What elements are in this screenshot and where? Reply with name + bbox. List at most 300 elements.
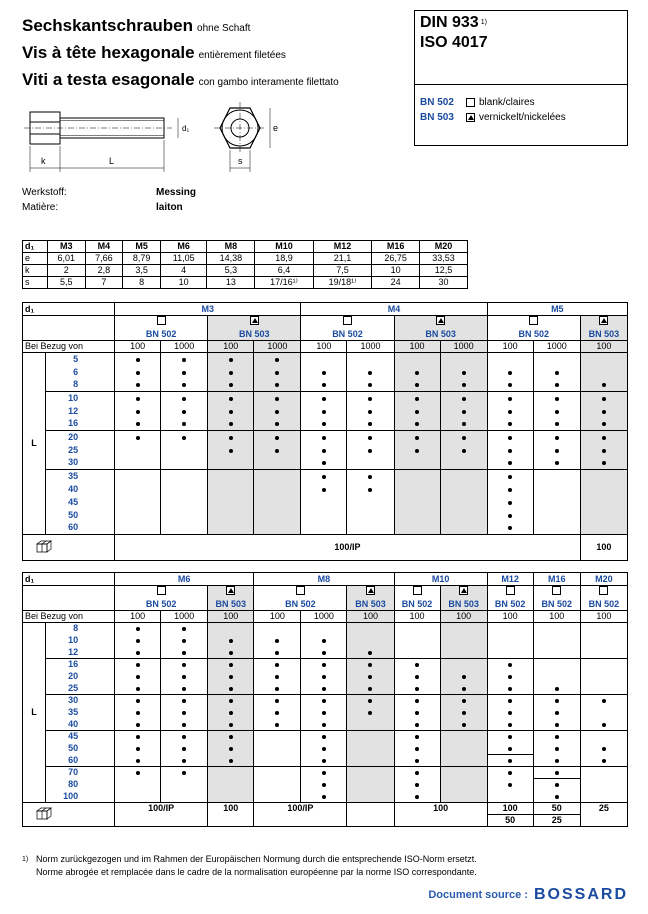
available-dot bbox=[555, 795, 559, 799]
empty-box-icon bbox=[529, 316, 538, 325]
available-dot bbox=[322, 410, 326, 414]
order-quantity: 100 bbox=[254, 611, 301, 623]
available-dot bbox=[322, 475, 326, 479]
available-dot bbox=[508, 383, 512, 387]
packaging-m6-bn503: 100 bbox=[208, 803, 254, 827]
dim-cell: 14,38 bbox=[207, 253, 255, 265]
length-value: 40 bbox=[46, 719, 115, 731]
bn-code: BN 502 bbox=[580, 599, 627, 611]
available-dot bbox=[275, 410, 279, 414]
available-dot bbox=[508, 514, 512, 518]
available-dot bbox=[229, 383, 233, 387]
available-dot bbox=[229, 735, 233, 739]
available-dot bbox=[136, 771, 140, 775]
available-dot bbox=[415, 422, 419, 426]
L-axis-label: L bbox=[23, 353, 46, 535]
available-dot bbox=[136, 422, 140, 426]
available-dot bbox=[508, 526, 512, 530]
material-label-fr: Matière: bbox=[22, 202, 59, 213]
available-dot bbox=[368, 422, 372, 426]
length-value: 80 bbox=[46, 779, 115, 791]
order-quantity: 100 bbox=[115, 611, 161, 623]
L-axis-label: L bbox=[23, 623, 46, 803]
available-dot bbox=[415, 723, 419, 727]
packaging-m10: 100 bbox=[394, 803, 487, 827]
dim-cell: 6,01 bbox=[47, 253, 85, 265]
available-dot bbox=[602, 422, 606, 426]
available-dot bbox=[322, 675, 326, 679]
dim-cell: 30 bbox=[420, 277, 468, 289]
standard-box bbox=[414, 10, 628, 146]
packaging-m5-bn503: 100 bbox=[580, 535, 627, 561]
available-dot bbox=[136, 651, 140, 655]
available-dot bbox=[368, 410, 372, 414]
material-label-de: Werkstoff: bbox=[22, 187, 67, 198]
dim-cell: 10 bbox=[372, 265, 420, 277]
available-dot bbox=[368, 449, 372, 453]
available-dot bbox=[182, 663, 186, 667]
available-dot bbox=[508, 422, 512, 426]
din-standard: DIN 933 $^{1)}$ bbox=[420, 14, 487, 31]
order-quantity: 1000 bbox=[161, 341, 208, 353]
material-value-fr: laiton bbox=[156, 202, 183, 213]
available-dot bbox=[136, 723, 140, 727]
dim-cell: 33,53 bbox=[420, 253, 468, 265]
available-dot bbox=[182, 687, 186, 691]
available-dot bbox=[415, 397, 419, 401]
available-dot bbox=[508, 771, 512, 775]
available-dot bbox=[229, 436, 233, 440]
order-quantity: 1000 bbox=[161, 611, 208, 623]
available-dot bbox=[415, 699, 419, 703]
dim-cell: 2,8 bbox=[85, 265, 123, 277]
available-dot bbox=[555, 759, 559, 763]
triangle-box-icon bbox=[226, 586, 235, 595]
available-dot bbox=[462, 699, 466, 703]
dim-header-size: M16 bbox=[372, 241, 420, 253]
order-quantity: 100 bbox=[487, 341, 533, 353]
available-dot bbox=[462, 422, 466, 426]
available-dot bbox=[136, 759, 140, 763]
dim-header-size: M3 bbox=[47, 241, 85, 253]
available-dot bbox=[229, 663, 233, 667]
available-dot bbox=[462, 723, 466, 727]
available-dot bbox=[555, 735, 559, 739]
dimensions-table bbox=[22, 240, 468, 289]
title-block bbox=[22, 14, 339, 95]
available-dot bbox=[229, 699, 233, 703]
variant-bn503: BN 503 vernickelt/nickelées bbox=[420, 112, 566, 123]
available-dot bbox=[415, 795, 419, 799]
available-dot bbox=[368, 475, 372, 479]
available-dot bbox=[602, 449, 606, 453]
available-dot bbox=[555, 783, 559, 787]
variant-bn502: BN 502 blank/claires bbox=[420, 97, 535, 108]
bn-code: BN 503 bbox=[394, 329, 487, 341]
available-dot bbox=[508, 501, 512, 505]
length-value: 60 bbox=[46, 755, 115, 767]
available-dot bbox=[602, 436, 606, 440]
length-value: 25 bbox=[46, 444, 115, 457]
packaging-m12: 100 bbox=[487, 803, 533, 815]
bn-code: BN 502 bbox=[487, 329, 580, 341]
dim-header-d1: d₁ bbox=[23, 241, 48, 253]
dim-cell: 19/18¹⁾ bbox=[313, 277, 371, 289]
available-dot bbox=[275, 436, 279, 440]
available-dot bbox=[182, 397, 186, 401]
available-dot bbox=[602, 747, 606, 751]
triangle-box-icon bbox=[466, 113, 475, 122]
document-source: Document source : BOSSARD bbox=[428, 886, 628, 903]
available-dot bbox=[229, 397, 233, 401]
available-dot bbox=[229, 449, 233, 453]
available-dot bbox=[275, 383, 279, 387]
available-dot bbox=[602, 397, 606, 401]
bn-code: BN 502 bbox=[533, 599, 580, 611]
size-header: M5 bbox=[487, 303, 627, 316]
length-value: 20 bbox=[46, 671, 115, 683]
available-dot bbox=[415, 783, 419, 787]
available-dot bbox=[602, 723, 606, 727]
bn-code: BN 503 bbox=[440, 599, 487, 611]
s-label: s bbox=[238, 156, 243, 166]
available-dot bbox=[508, 475, 512, 479]
length-value: 35 bbox=[46, 707, 115, 719]
available-dot bbox=[508, 449, 512, 453]
dim-header-size: M5 bbox=[123, 241, 161, 253]
available-dot bbox=[508, 461, 512, 465]
available-dot bbox=[415, 711, 419, 715]
dim-cell: 7,66 bbox=[85, 253, 123, 265]
dim-header-size: M20 bbox=[420, 241, 468, 253]
length-value: 16 bbox=[46, 659, 115, 671]
availability-table-m6-m20 bbox=[22, 572, 628, 827]
available-dot bbox=[368, 436, 372, 440]
available-dot bbox=[322, 651, 326, 655]
available-dot bbox=[136, 410, 140, 414]
available-dot bbox=[322, 397, 326, 401]
available-dot bbox=[368, 699, 372, 703]
available-dot bbox=[555, 747, 559, 751]
length-value: 10 bbox=[46, 392, 115, 405]
available-dot bbox=[368, 383, 372, 387]
dim-cell: 11,05 bbox=[160, 253, 207, 265]
available-dot bbox=[229, 687, 233, 691]
length-value: 10 bbox=[46, 635, 115, 647]
size-header: M8 bbox=[254, 573, 394, 586]
length-value: 5 bbox=[46, 353, 115, 366]
available-dot bbox=[182, 771, 186, 775]
order-quantity: 100 bbox=[301, 341, 347, 353]
empty-box-icon bbox=[343, 316, 352, 325]
dim-header-size: M8 bbox=[207, 241, 255, 253]
available-dot bbox=[275, 422, 279, 426]
order-quantity: 1000 bbox=[440, 341, 487, 353]
dim-cell: 7,5 bbox=[313, 265, 371, 277]
available-dot bbox=[275, 449, 279, 453]
available-dot bbox=[508, 783, 512, 787]
dim-cell: 8,79 bbox=[123, 253, 161, 265]
triangle-box-icon bbox=[436, 316, 445, 325]
available-dot bbox=[555, 687, 559, 691]
available-dot bbox=[182, 383, 186, 387]
empty-box-icon bbox=[157, 586, 166, 595]
size-header: M20 bbox=[580, 573, 627, 586]
availability-table-m3-m5 bbox=[22, 302, 628, 561]
available-dot bbox=[368, 711, 372, 715]
available-dot bbox=[415, 436, 419, 440]
title-it: Viti a testa esagonale con gambo interamente filettato bbox=[22, 70, 339, 89]
available-dot bbox=[229, 639, 233, 643]
available-dot bbox=[602, 410, 606, 414]
available-dot bbox=[508, 747, 512, 751]
length-value: 30 bbox=[46, 695, 115, 707]
bn-code: BN 502 bbox=[115, 599, 208, 611]
available-dot bbox=[322, 735, 326, 739]
bn-code: BN 502 bbox=[394, 599, 440, 611]
order-quantity: 1000 bbox=[347, 341, 394, 353]
available-dot bbox=[275, 371, 279, 375]
available-dot bbox=[182, 639, 186, 643]
packaging-m20: 25 bbox=[580, 803, 627, 827]
available-dot bbox=[462, 449, 466, 453]
dim-cell: 2 bbox=[47, 265, 85, 277]
dim-cell: 12,5 bbox=[420, 265, 468, 277]
available-dot bbox=[322, 759, 326, 763]
available-dot bbox=[368, 397, 372, 401]
available-dot bbox=[229, 358, 233, 362]
triangle-box-icon bbox=[366, 586, 375, 595]
length-value: 12 bbox=[46, 647, 115, 659]
available-dot bbox=[415, 687, 419, 691]
available-dot bbox=[555, 436, 559, 440]
available-dot bbox=[322, 711, 326, 715]
empty-box-icon bbox=[552, 586, 561, 595]
available-dot bbox=[415, 410, 419, 414]
available-dot bbox=[322, 687, 326, 691]
available-dot bbox=[275, 675, 279, 679]
available-dot bbox=[508, 488, 512, 492]
empty-box-icon bbox=[296, 586, 305, 595]
dim-header-size: M12 bbox=[313, 241, 371, 253]
available-dot bbox=[182, 759, 186, 763]
order-quantity: 1000 bbox=[301, 611, 347, 623]
available-dot bbox=[136, 436, 140, 440]
bei-bezug-von-label: Bei Bezug von bbox=[23, 611, 115, 623]
available-dot bbox=[136, 711, 140, 715]
available-dot bbox=[182, 723, 186, 727]
available-dot bbox=[462, 397, 466, 401]
empty-box-icon bbox=[506, 586, 515, 595]
available-dot bbox=[415, 675, 419, 679]
e-label: e bbox=[273, 123, 279, 133]
available-dot bbox=[462, 383, 466, 387]
size-header: M3 bbox=[115, 303, 301, 316]
available-dot bbox=[182, 627, 186, 631]
dim-cell: 4 bbox=[160, 265, 207, 277]
available-dot bbox=[322, 699, 326, 703]
available-dot bbox=[508, 711, 512, 715]
available-dot bbox=[555, 449, 559, 453]
dim-header-size: M6 bbox=[160, 241, 207, 253]
material-value-de: Messing bbox=[156, 187, 197, 198]
available-dot bbox=[136, 397, 140, 401]
bn-code: BN 503 bbox=[208, 599, 254, 611]
dim-cell: 21,1 bbox=[313, 253, 371, 265]
available-dot bbox=[415, 663, 419, 667]
empty-box-icon bbox=[157, 316, 166, 325]
bn-code: BN 502 bbox=[115, 329, 208, 341]
available-dot bbox=[555, 711, 559, 715]
available-dot bbox=[368, 371, 372, 375]
dim-header-size: M4 bbox=[85, 241, 123, 253]
bn-code: BN 503 bbox=[347, 599, 394, 611]
dim-cell: 24 bbox=[372, 277, 420, 289]
order-quantity: 1000 bbox=[254, 341, 301, 353]
order-quantity: 100 bbox=[440, 611, 487, 623]
available-dot bbox=[322, 783, 326, 787]
order-quantity: 100 bbox=[347, 611, 394, 623]
available-dot bbox=[229, 410, 233, 414]
available-dot bbox=[322, 771, 326, 775]
packaging-m8: 100/IP bbox=[254, 803, 347, 827]
available-dot bbox=[322, 436, 326, 440]
available-dot bbox=[415, 449, 419, 453]
available-dot bbox=[508, 410, 512, 414]
available-dot bbox=[508, 397, 512, 401]
dim-cell: 8 bbox=[123, 277, 161, 289]
available-dot bbox=[322, 639, 326, 643]
bn-code: BN 502 bbox=[301, 329, 394, 341]
available-dot bbox=[182, 747, 186, 751]
available-dot bbox=[555, 383, 559, 387]
available-dot bbox=[136, 663, 140, 667]
package-icon bbox=[35, 806, 57, 820]
dim-row-label: s bbox=[23, 277, 48, 289]
dim-cell: 13 bbox=[207, 277, 255, 289]
available-dot bbox=[322, 663, 326, 667]
length-value: 8 bbox=[46, 379, 115, 392]
available-dot bbox=[555, 723, 559, 727]
title-fr: Vis à tête hexagonale entièrement filetées bbox=[22, 43, 286, 62]
footnote-de: Norm zurückgezogen und im Rahmen der Europäischen Normung durch die entsprechende ISO-Norm ersetzt. bbox=[36, 854, 477, 864]
k-label: k bbox=[41, 156, 46, 166]
screw-drawing bbox=[14, 98, 304, 178]
available-dot bbox=[322, 449, 326, 453]
length-value: 100 bbox=[46, 791, 115, 803]
available-dot bbox=[275, 663, 279, 667]
available-dot bbox=[322, 461, 326, 465]
dim-cell: 6,4 bbox=[255, 265, 313, 277]
bn-code: BN 503 bbox=[580, 329, 627, 341]
available-dot bbox=[508, 759, 512, 763]
available-dot bbox=[136, 639, 140, 643]
available-dot bbox=[182, 735, 186, 739]
bei-bezug-von-label: Bei Bezug von bbox=[23, 341, 115, 353]
available-dot bbox=[275, 358, 279, 362]
available-dot bbox=[229, 371, 233, 375]
length-value: 60 bbox=[46, 522, 115, 535]
available-dot bbox=[322, 383, 326, 387]
available-dot bbox=[508, 675, 512, 679]
bn-code: BN 502 bbox=[487, 599, 533, 611]
d1-label: d₁ bbox=[182, 124, 190, 133]
length-value: 20 bbox=[46, 431, 115, 444]
available-dot bbox=[322, 747, 326, 751]
available-dot bbox=[415, 735, 419, 739]
packaging-m3-m5: 100/IP bbox=[115, 535, 581, 561]
order-quantity: 100 bbox=[208, 341, 254, 353]
length-value: 16 bbox=[46, 418, 115, 431]
dim-cell: 5,5 bbox=[47, 277, 85, 289]
available-dot bbox=[555, 410, 559, 414]
available-dot bbox=[368, 675, 372, 679]
available-dot bbox=[462, 687, 466, 691]
footnote: 1) Norm zurückgezogen und im Rahmen der Europäischen Normung durch die entsprechende ISO-Norm ersetzt. Norme abrogée et remplacée dans le cadre de la normalisation européenne par la norme ISO correspondante. bbox=[22, 854, 477, 877]
available-dot bbox=[555, 461, 559, 465]
available-dot bbox=[462, 410, 466, 414]
available-dot bbox=[462, 675, 466, 679]
triangle-box-icon bbox=[250, 316, 259, 325]
available-dot bbox=[415, 771, 419, 775]
available-dot bbox=[182, 675, 186, 679]
available-dot bbox=[462, 711, 466, 715]
available-dot bbox=[368, 687, 372, 691]
dim-cell: 7 bbox=[85, 277, 123, 289]
available-dot bbox=[136, 687, 140, 691]
triangle-box-icon bbox=[459, 586, 468, 595]
available-dot bbox=[322, 723, 326, 727]
order-quantity: 100 bbox=[533, 611, 580, 623]
available-dot bbox=[229, 723, 233, 727]
available-dot bbox=[462, 371, 466, 375]
empty-box-icon bbox=[466, 98, 475, 107]
available-dot bbox=[182, 651, 186, 655]
length-value: 30 bbox=[46, 457, 115, 470]
L-label: L bbox=[109, 156, 115, 166]
available-dot bbox=[229, 675, 233, 679]
order-quantity: 100 bbox=[394, 611, 440, 623]
available-dot bbox=[508, 663, 512, 667]
available-dot bbox=[508, 436, 512, 440]
available-dot bbox=[275, 397, 279, 401]
available-dot bbox=[508, 371, 512, 375]
packaging-m12-long: 50 bbox=[487, 815, 533, 827]
available-dot bbox=[182, 358, 186, 362]
d1-header: d₁ bbox=[23, 573, 115, 586]
length-value: 70 bbox=[46, 767, 115, 779]
dim-cell: 17/16¹⁾ bbox=[255, 277, 313, 289]
dim-cell: 10 bbox=[160, 277, 207, 289]
order-quantity: 100 bbox=[487, 611, 533, 623]
dim-cell: 26,75 bbox=[372, 253, 420, 265]
available-dot bbox=[415, 759, 419, 763]
available-dot bbox=[182, 410, 186, 414]
available-dot bbox=[136, 383, 140, 387]
length-value: 6 bbox=[46, 366, 115, 379]
order-quantity: 100 bbox=[394, 341, 440, 353]
dim-row-label: e bbox=[23, 253, 48, 265]
available-dot bbox=[136, 735, 140, 739]
available-dot bbox=[602, 699, 606, 703]
available-dot bbox=[136, 675, 140, 679]
available-dot bbox=[136, 627, 140, 631]
available-dot bbox=[182, 699, 186, 703]
dim-header-size: M10 bbox=[255, 241, 313, 253]
available-dot bbox=[275, 687, 279, 691]
available-dot bbox=[555, 699, 559, 703]
order-quantity: 100 bbox=[580, 611, 627, 623]
